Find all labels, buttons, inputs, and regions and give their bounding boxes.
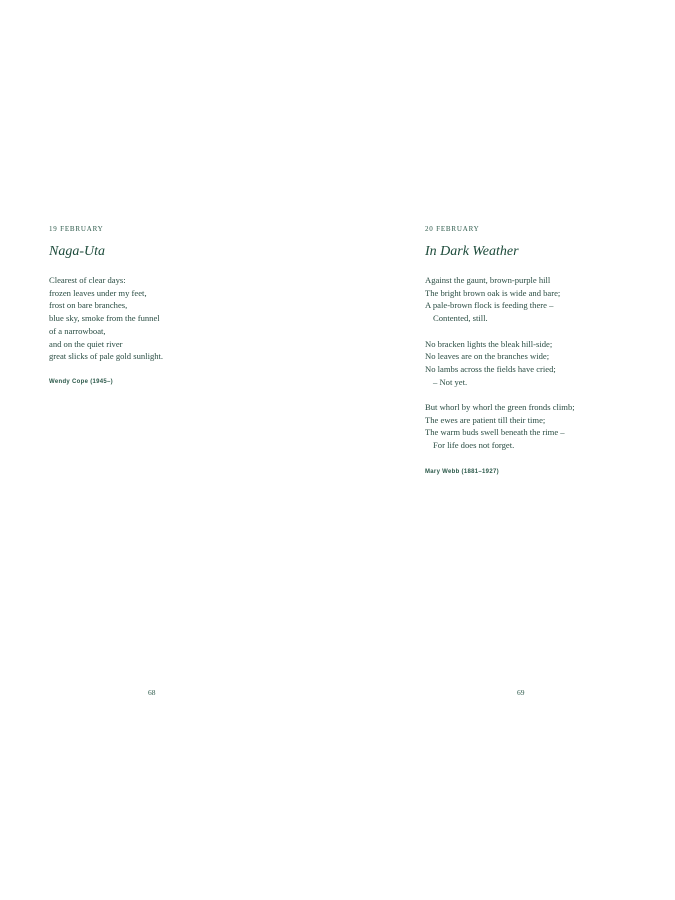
poem-author: Mary Webb (1881–1927) (425, 469, 499, 475)
poem-date: 20 FEBRUARY (425, 225, 480, 233)
poem-line: No lambs across the fields have cried; (425, 363, 556, 374)
left-page (0, 0, 337, 900)
poem-line: – Not yet. (433, 376, 468, 387)
poem-line: frozen leaves under my feet, (49, 287, 147, 298)
poem-line: For life does not forget. (433, 440, 515, 451)
poem-line: and on the quiet river (49, 338, 123, 349)
poem-line: The bright brown oak is wide and bare; (425, 287, 561, 298)
stanza-gap (425, 388, 575, 401)
poem-body (425, 274, 575, 452)
poem-line: Against the gaunt, brown-purple hill (425, 275, 551, 285)
stanza-gap (425, 325, 575, 338)
poem-line: A pale-brown flock is feeding there – (425, 300, 554, 311)
poem-line: Clearest of clear days: (49, 275, 126, 285)
poem-line: Contented, still. (433, 313, 488, 324)
poem-line: of a narrowboat, (49, 325, 106, 336)
poem-body (49, 274, 163, 363)
poem-line: blue sky, smoke from the funnel (49, 313, 160, 324)
poem-line: But whorl by whorl the green fronds climb; (425, 402, 575, 412)
poem-stanza (425, 401, 575, 452)
poem-line: No bracken lights the bleak hill-side; (425, 338, 553, 349)
poem-author: Wendy Cope (1945–) (49, 379, 113, 385)
poem-title: In Dark Weather (425, 244, 519, 259)
poem-line: frost on bare branches, (49, 300, 128, 311)
page-number: 68 (148, 688, 156, 697)
poem-line: great slicks of pale gold sunlight. (49, 351, 164, 362)
poem-line: The ewes are patient till their time; (425, 414, 546, 425)
poem-stanza (425, 274, 575, 325)
poem-line: The warm buds swell beneath the rime – (425, 427, 565, 438)
poem-line: No leaves are on the branches wide; (425, 351, 550, 362)
poem-date: 19 FEBRUARY (49, 225, 104, 233)
page-number: 69 (517, 688, 525, 697)
poem-stanza (425, 338, 575, 389)
right-page (337, 0, 674, 900)
poem-title: Naga-Uta (49, 244, 105, 259)
